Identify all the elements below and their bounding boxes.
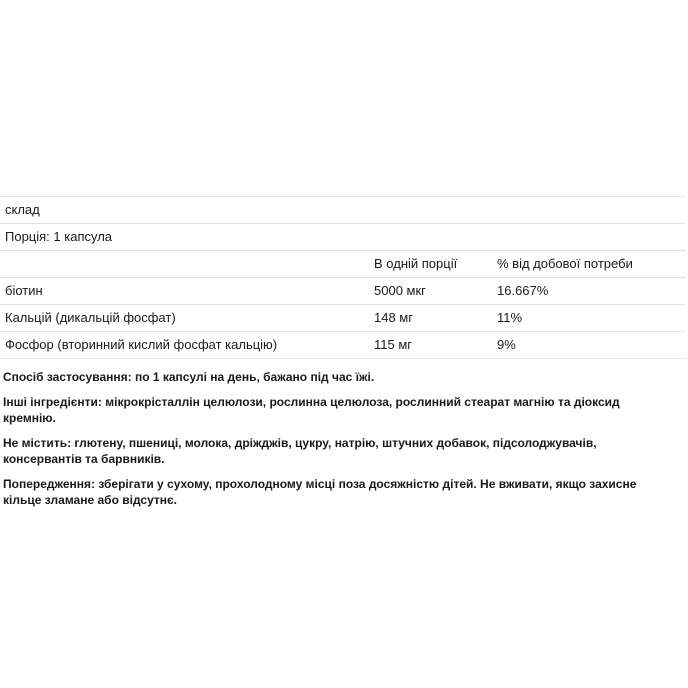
serving-size-row — [0, 224, 686, 251]
nutrient-daily-value: 16.667% — [497, 283, 549, 298]
header-per-serving: В одній порції — [374, 256, 458, 271]
nutrient-daily-value: 9% — [497, 337, 516, 352]
table-row — [0, 278, 686, 305]
nutrient-name: Фосфор (вторинний кислий фосфат кальцію) — [5, 337, 278, 352]
product-notes — [3, 369, 663, 517]
table-title: склад — [5, 202, 40, 217]
table-row — [0, 332, 686, 359]
nutrient-amount: 115 мг — [374, 337, 413, 352]
nutrient-name: Кальцій (дикальцій фосфат) — [5, 310, 176, 325]
free-from-statement: Не містить: глютену, пшениці, молока, дріжджів, цукру, натрію, штучних добавок, підсолоджувачів, консервантів та барвників. — [3, 436, 597, 466]
nutrient-amount: 5000 мкг — [374, 283, 426, 298]
table-row — [0, 305, 686, 332]
nutrient-name: біотин — [5, 283, 43, 298]
supplement-facts-table — [0, 196, 686, 359]
warning-statement: Попередження: зберігати у сухому, прохолодному місці поза досяжністю дітей. Не вживати, якщо захисне кільце зламане або відсутнє. — [3, 477, 637, 507]
serving-size: Порція: 1 капсула — [5, 229, 113, 244]
table-header-row — [0, 251, 686, 278]
usage-instructions: Спосіб застосування: по 1 капсулі на день, бажано під час їжі. — [3, 370, 375, 384]
other-ingredients: Інші інгредієнти: мікрокрісталлін целюлози, рослинна целюлоза, рослинний стеарат магнію та діоксид кремнію. — [3, 395, 620, 425]
header-daily-value: % від добової потреби — [497, 256, 633, 271]
nutrient-amount: 148 мг — [374, 310, 413, 325]
nutrient-daily-value: 11% — [497, 310, 523, 325]
table-title-row — [0, 197, 686, 224]
